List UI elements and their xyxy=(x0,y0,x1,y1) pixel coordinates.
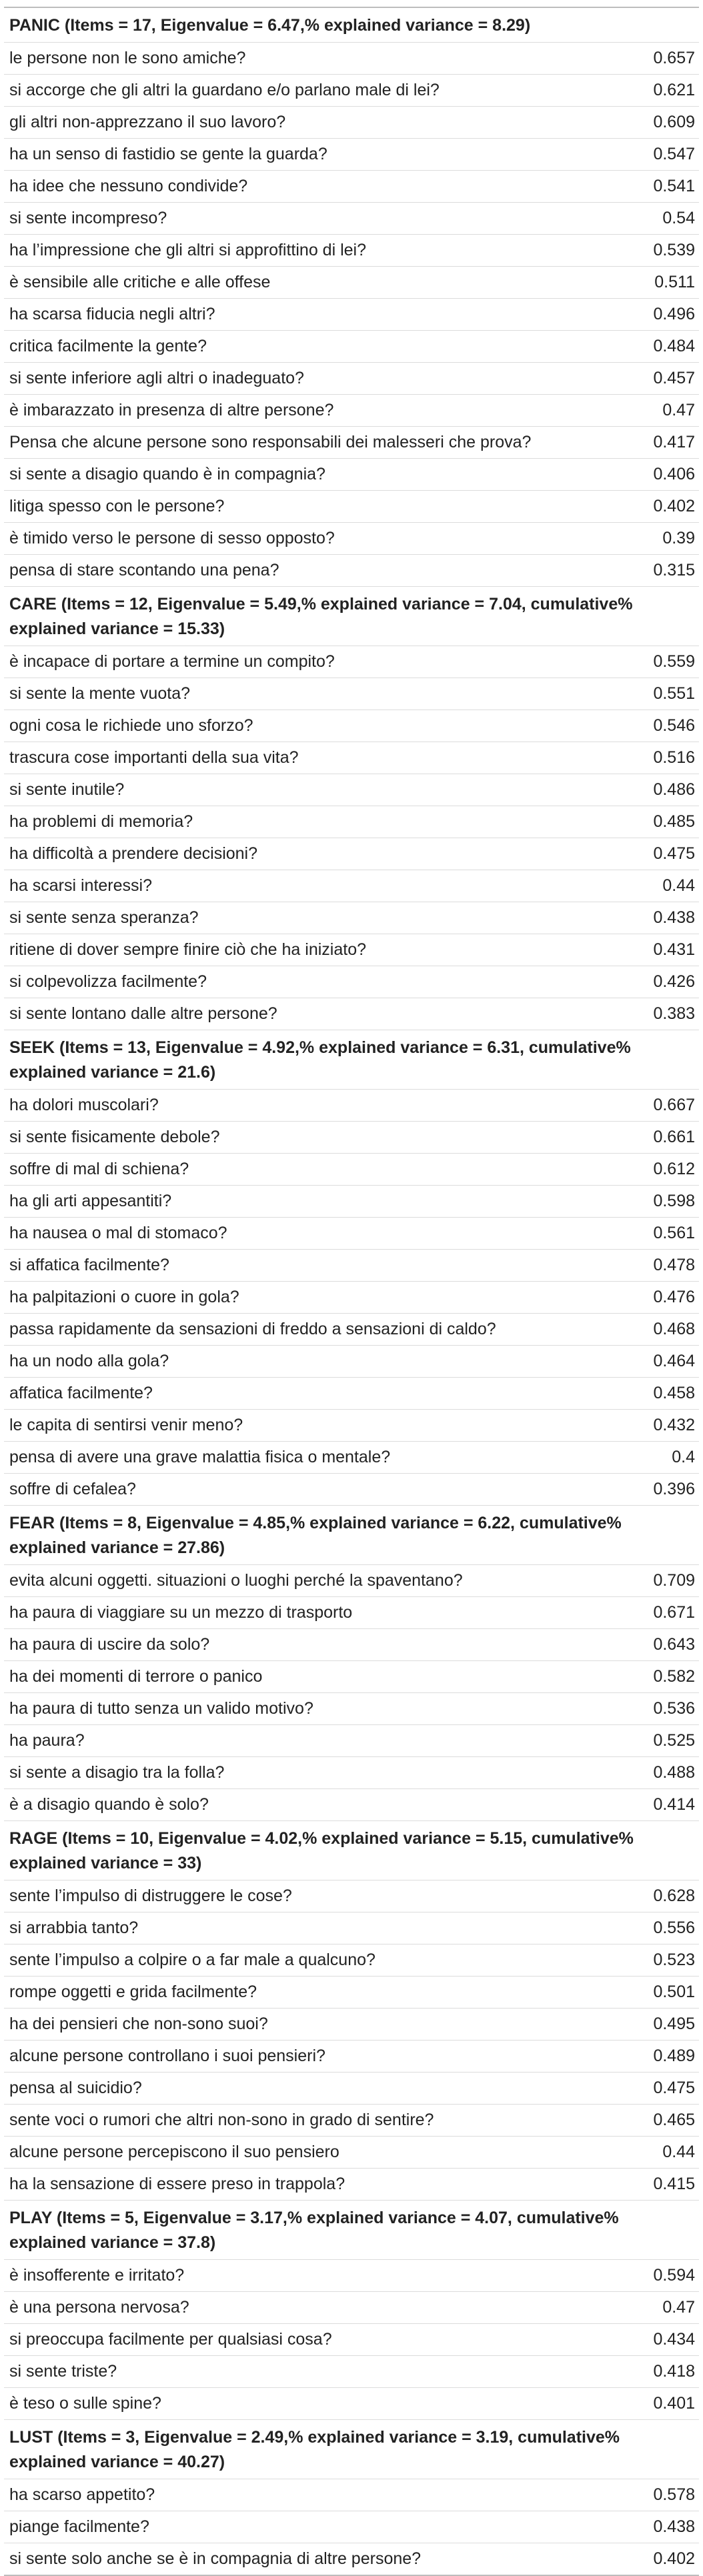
item-label: ha la sensazione di essere preso in trappola? xyxy=(4,2169,619,2201)
item-label: critica facilmente la gente? xyxy=(4,331,619,363)
item-loading-value: 0.628 xyxy=(619,1880,699,1912)
item-loading-value: 0.426 xyxy=(619,966,699,998)
item-label: ha un senso di fastidio se gente la guarda? xyxy=(4,139,619,171)
item-loading-value: 0.671 xyxy=(619,1597,699,1629)
table-row xyxy=(4,1725,699,1757)
table-row xyxy=(4,2137,699,2169)
item-loading-value: 0.415 xyxy=(619,2169,699,2201)
item-label: ha scarsi interessi? xyxy=(4,870,619,902)
table-row xyxy=(4,1789,699,1821)
table-row xyxy=(4,2041,699,2073)
table-row xyxy=(4,1410,699,1442)
item-label: ha paura di tutto senza un valido motivo? xyxy=(4,1693,619,1725)
item-label: si affatica facilmente? xyxy=(4,1250,619,1282)
factor-header-row xyxy=(4,2420,699,2479)
table-row xyxy=(4,1945,699,1977)
table-row xyxy=(4,2356,699,2388)
item-loading-value: 0.434 xyxy=(619,2324,699,2356)
factor-header-row xyxy=(4,2201,699,2260)
item-loading-value: 0.511 xyxy=(619,267,699,299)
item-loading-value: 0.44 xyxy=(619,870,699,902)
item-loading-value: 0.44 xyxy=(619,2137,699,2169)
item-label: ha difficoltà a prendere decisioni? xyxy=(4,838,619,870)
item-loading-value: 0.4 xyxy=(619,1442,699,1474)
table-row xyxy=(4,2543,699,2576)
item-label: è imbarazzato in presenza di altre persone? xyxy=(4,395,619,427)
item-loading-value: 0.523 xyxy=(619,1945,699,1977)
table-row xyxy=(4,1661,699,1693)
table-row xyxy=(4,395,699,427)
item-label: ha gli arti appesantiti? xyxy=(4,1186,619,1218)
item-label: le capita di sentirsi venir meno? xyxy=(4,1410,619,1442)
item-loading-value: 0.598 xyxy=(619,1186,699,1218)
factor-header: LUST (Items = 3, Eigenvalue = 2.49,% explained variance = 3.19, cumulative% explained variance = 40.27) xyxy=(4,2420,699,2479)
table-row xyxy=(4,1346,699,1378)
table-row xyxy=(4,75,699,107)
item-loading-value: 0.47 xyxy=(619,395,699,427)
item-label: ha un nodo alla gola? xyxy=(4,1346,619,1378)
table-body xyxy=(4,7,699,2575)
table-row xyxy=(4,1250,699,1282)
table-row xyxy=(4,742,699,774)
item-label: ha nausea o mal di stomaco? xyxy=(4,1218,619,1250)
table-row xyxy=(4,1090,699,1122)
item-label: è incapace di portare a termine un compito? xyxy=(4,646,619,678)
item-label: passa rapidamente da sensazioni di freddo a sensazioni di caldo? xyxy=(4,1314,619,1346)
table-row xyxy=(4,1629,699,1661)
item-label: alcune persone controllano i suoi pensieri? xyxy=(4,2041,619,2073)
item-loading-value: 0.661 xyxy=(619,1122,699,1154)
table-row xyxy=(4,107,699,139)
item-label: è a disagio quando è solo? xyxy=(4,1789,619,1821)
item-label: si sente inutile? xyxy=(4,774,619,806)
item-label: si sente solo anche se è in compagnia di altre persone? xyxy=(4,2543,619,2576)
item-label: è insofferente e irritato? xyxy=(4,2260,619,2292)
item-label: ritiene di dover sempre finire ciò che ha iniziato? xyxy=(4,934,619,966)
item-loading-value: 0.541 xyxy=(619,171,699,203)
table-row xyxy=(4,267,699,299)
item-label: si preoccupa facilmente per qualsiasi cosa? xyxy=(4,2324,619,2356)
item-loading-value: 0.488 xyxy=(619,1757,699,1789)
item-label: gli altri non-apprezzano il suo lavoro? xyxy=(4,107,619,139)
item-loading-value: 0.475 xyxy=(619,838,699,870)
item-label: Pensa che alcune persone sono responsabili dei malesseri che prova? xyxy=(4,427,619,459)
table-row xyxy=(4,838,699,870)
table-row xyxy=(4,1154,699,1186)
item-label: affatica facilmente? xyxy=(4,1378,619,1410)
item-loading-value: 0.561 xyxy=(619,1218,699,1250)
item-loading-value: 0.418 xyxy=(619,2356,699,2388)
item-loading-value: 0.709 xyxy=(619,1565,699,1597)
table-row xyxy=(4,331,699,363)
item-label: si arrabbia tanto? xyxy=(4,1912,619,1945)
table-row xyxy=(4,555,699,587)
table-row xyxy=(4,1122,699,1154)
table-row xyxy=(4,1565,699,1597)
item-label: rompe oggetti e grida facilmente? xyxy=(4,1977,619,2009)
item-label: ogni cosa le richiede uno sforzo? xyxy=(4,710,619,742)
item-loading-value: 0.39 xyxy=(619,523,699,555)
table-row xyxy=(4,363,699,395)
item-label: ha l’impressione che gli altri si approfittino di lei? xyxy=(4,235,619,267)
table-row xyxy=(4,934,699,966)
item-loading-value: 0.465 xyxy=(619,2105,699,2137)
item-loading-value: 0.457 xyxy=(619,363,699,395)
item-label: si accorge che gli altri la guardano e/o parlano male di lei? xyxy=(4,75,619,107)
table-row xyxy=(4,2009,699,2041)
item-label: litiga spesso con le persone? xyxy=(4,491,619,523)
table-row xyxy=(4,2105,699,2137)
factor-header-row xyxy=(4,1506,699,1565)
item-label: trascura cose importanti della sua vita? xyxy=(4,742,619,774)
item-loading-value: 0.582 xyxy=(619,1661,699,1693)
item-label: sente l’impulso a colpire o a far male a qualcuno? xyxy=(4,1945,619,1977)
item-label: si sente a disagio tra la folla? xyxy=(4,1757,619,1789)
item-loading-value: 0.464 xyxy=(619,1346,699,1378)
item-loading-value: 0.546 xyxy=(619,710,699,742)
item-label: pensa di stare scontando una pena? xyxy=(4,555,619,587)
item-loading-value: 0.468 xyxy=(619,1314,699,1346)
item-label: si sente a disagio quando è in compagnia? xyxy=(4,459,619,491)
table-row xyxy=(4,710,699,742)
item-label: ha dei momenti di terrore o panico xyxy=(4,1661,619,1693)
item-loading-value: 0.496 xyxy=(619,299,699,331)
item-loading-value: 0.536 xyxy=(619,1693,699,1725)
table-row xyxy=(4,1218,699,1250)
table-row xyxy=(4,678,699,710)
item-label: si sente incompreso? xyxy=(4,203,619,235)
item-label: pensa di avere una grave malattia fisica o mentale? xyxy=(4,1442,619,1474)
table-row xyxy=(4,1314,699,1346)
table-row xyxy=(4,774,699,806)
item-loading-value: 0.621 xyxy=(619,75,699,107)
item-label: si sente senza speranza? xyxy=(4,902,619,934)
table-row xyxy=(4,235,699,267)
item-loading-value: 0.525 xyxy=(619,1725,699,1757)
factor-header: CARE (Items = 12, Eigenvalue = 5.49,% explained variance = 7.04, cumulative% explained variance = 15.33) xyxy=(4,587,699,646)
table-row xyxy=(4,1597,699,1629)
table-row xyxy=(4,2073,699,2105)
item-loading-value: 0.489 xyxy=(619,2041,699,2073)
table-row xyxy=(4,2388,699,2420)
item-label: ha problemi di memoria? xyxy=(4,806,619,838)
item-loading-value: 0.47 xyxy=(619,2292,699,2324)
item-loading-value: 0.414 xyxy=(619,1789,699,1821)
item-loading-value: 0.402 xyxy=(619,2543,699,2576)
item-label: si sente fisicamente debole? xyxy=(4,1122,619,1154)
item-loading-value: 0.609 xyxy=(619,107,699,139)
item-label: si sente inferiore agli altri o inadeguato? xyxy=(4,363,619,395)
item-label: si colpevolizza facilmente? xyxy=(4,966,619,998)
factor-header: RAGE (Items = 10, Eigenvalue = 4.02,% explained variance = 5.15, cumulative% explained variance = 33) xyxy=(4,1821,699,1880)
item-label: piange facilmente? xyxy=(4,2511,619,2543)
item-label: è sensibile alle critiche e alle offese xyxy=(4,267,619,299)
item-loading-value: 0.431 xyxy=(619,934,699,966)
table-row xyxy=(4,1977,699,2009)
table-row xyxy=(4,966,699,998)
item-loading-value: 0.486 xyxy=(619,774,699,806)
table-row xyxy=(4,299,699,331)
item-loading-value: 0.578 xyxy=(619,2479,699,2511)
item-label: sente l’impulso di distruggere le cose? xyxy=(4,1880,619,1912)
item-label: si sente triste? xyxy=(4,2356,619,2388)
item-label: soffre di cefalea? xyxy=(4,1474,619,1506)
factor-header: PANIC (Items = 17, Eigenvalue = 6.47,% explained variance = 8.29) xyxy=(4,7,699,43)
item-loading-value: 0.475 xyxy=(619,2073,699,2105)
item-label: ha paura di uscire da solo? xyxy=(4,1629,619,1661)
item-loading-value: 0.556 xyxy=(619,1912,699,1945)
table-row xyxy=(4,806,699,838)
item-loading-value: 0.612 xyxy=(619,1154,699,1186)
table-row xyxy=(4,203,699,235)
item-loading-value: 0.417 xyxy=(619,427,699,459)
item-loading-value: 0.484 xyxy=(619,331,699,363)
item-label: ha dolori muscolari? xyxy=(4,1090,619,1122)
item-label: si sente la mente vuota? xyxy=(4,678,619,710)
item-label: ha scarsa fiducia negli altri? xyxy=(4,299,619,331)
item-label: soffre di mal di schiena? xyxy=(4,1154,619,1186)
table-row xyxy=(4,998,699,1030)
item-label: è timido verso le persone di sesso opposto? xyxy=(4,523,619,555)
table-row xyxy=(4,1282,699,1314)
item-label: si sente lontano dalle altre persone? xyxy=(4,998,619,1030)
table-row xyxy=(4,902,699,934)
item-loading-value: 0.383 xyxy=(619,998,699,1030)
table-row xyxy=(4,139,699,171)
item-label: evita alcuni oggetti. situazioni o luoghi perché la spaventano? xyxy=(4,1565,619,1597)
factor-header: PLAY (Items = 5, Eigenvalue = 3.17,% explained variance = 4.07, cumulative% explained variance = 37.8) xyxy=(4,2201,699,2260)
table-row xyxy=(4,2479,699,2511)
item-loading-value: 0.547 xyxy=(619,139,699,171)
table-row xyxy=(4,1693,699,1725)
item-label: pensa al suicidio? xyxy=(4,2073,619,2105)
item-label: è una persona nervosa? xyxy=(4,2292,619,2324)
table-row xyxy=(4,427,699,459)
table-row xyxy=(4,870,699,902)
item-label: ha paura? xyxy=(4,1725,619,1757)
item-label: è teso o sulle spine? xyxy=(4,2388,619,2420)
item-loading-value: 0.438 xyxy=(619,902,699,934)
item-loading-value: 0.501 xyxy=(619,1977,699,2009)
factor-header: FEAR (Items = 8, Eigenvalue = 4.85,% explained variance = 6.22, cumulative% explained variance = 27.86) xyxy=(4,1506,699,1565)
item-loading-value: 0.485 xyxy=(619,806,699,838)
factor-header-row xyxy=(4,587,699,646)
item-loading-value: 0.559 xyxy=(619,646,699,678)
item-loading-value: 0.438 xyxy=(619,2511,699,2543)
table-row xyxy=(4,459,699,491)
factor-loadings-table xyxy=(4,7,699,2576)
item-loading-value: 0.402 xyxy=(619,491,699,523)
table-row xyxy=(4,2292,699,2324)
item-label: ha scarso appetito? xyxy=(4,2479,619,2511)
item-loading-value: 0.476 xyxy=(619,1282,699,1314)
item-loading-value: 0.495 xyxy=(619,2009,699,2041)
item-loading-value: 0.396 xyxy=(619,1474,699,1506)
item-loading-value: 0.432 xyxy=(619,1410,699,1442)
table-row xyxy=(4,1474,699,1506)
table-row xyxy=(4,646,699,678)
table-row xyxy=(4,523,699,555)
item-label: ha paura di viaggiare su un mezzo di trasporto xyxy=(4,1597,619,1629)
item-label: sente voci o rumori che altri non-sono in grado di sentire? xyxy=(4,2105,619,2137)
table-row xyxy=(4,1442,699,1474)
table-row xyxy=(4,1880,699,1912)
item-loading-value: 0.315 xyxy=(619,555,699,587)
table-row xyxy=(4,2324,699,2356)
table-row xyxy=(4,171,699,203)
item-label: le persone non le sono amiche? xyxy=(4,43,619,75)
item-label: ha palpitazioni o cuore in gola? xyxy=(4,1282,619,1314)
item-label: ha dei pensieri che non-sono suoi? xyxy=(4,2009,619,2041)
item-label: ha idee che nessuno condivide? xyxy=(4,171,619,203)
factor-header-row xyxy=(4,7,699,43)
item-loading-value: 0.54 xyxy=(619,203,699,235)
item-loading-value: 0.478 xyxy=(619,1250,699,1282)
table-row xyxy=(4,2260,699,2292)
table-row xyxy=(4,43,699,75)
item-loading-value: 0.539 xyxy=(619,235,699,267)
item-loading-value: 0.458 xyxy=(619,1378,699,1410)
item-loading-value: 0.594 xyxy=(619,2260,699,2292)
item-loading-value: 0.406 xyxy=(619,459,699,491)
table-row xyxy=(4,1186,699,1218)
table-row xyxy=(4,2511,699,2543)
item-label: alcune persone percepiscono il suo pensiero xyxy=(4,2137,619,2169)
item-loading-value: 0.401 xyxy=(619,2388,699,2420)
factor-header-row xyxy=(4,1030,699,1090)
item-loading-value: 0.551 xyxy=(619,678,699,710)
factor-header: SEEK (Items = 13, Eigenvalue = 4.92,% explained variance = 6.31, cumulative% explained variance = 21.6) xyxy=(4,1030,699,1090)
item-loading-value: 0.516 xyxy=(619,742,699,774)
table-row xyxy=(4,491,699,523)
item-loading-value: 0.643 xyxy=(619,1629,699,1661)
factor-header-row xyxy=(4,1821,699,1880)
item-loading-value: 0.657 xyxy=(619,43,699,75)
table-row xyxy=(4,1912,699,1945)
item-loading-value: 0.667 xyxy=(619,1090,699,1122)
table-row xyxy=(4,1757,699,1789)
table-row xyxy=(4,2169,699,2201)
table-row xyxy=(4,1378,699,1410)
